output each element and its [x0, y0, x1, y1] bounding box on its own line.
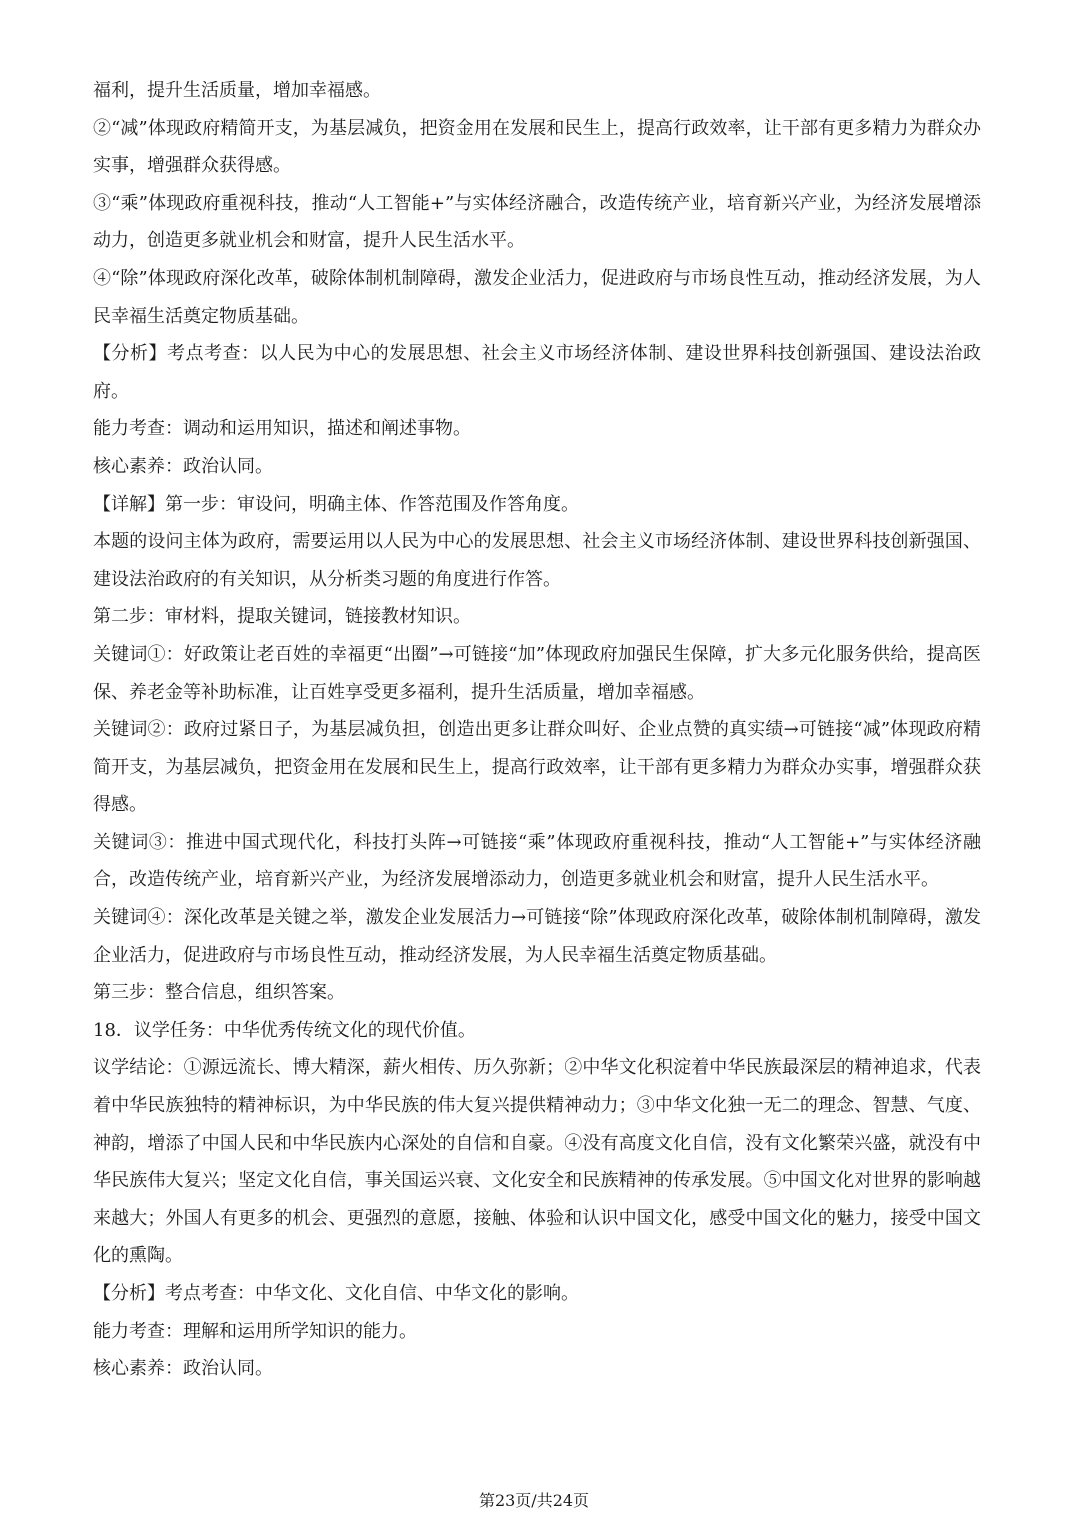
- paragraph: ③“乘”体现政府重视科技，推动“人工智能+”与实体经济融合，改造传统产业，培育新兴产业，为经济发展增添动力，创造更多就业机会和财富，提升人民生活水平。: [93, 192, 981, 252]
- paragraph: 福利，提升生活质量，增加幸福感。: [93, 80, 381, 101]
- detail-heading: 【详解】第一步：审设问，明确主体、作答范围及作答角度。: [93, 493, 579, 515]
- keyword-paragraph: 关键词①：好政策让老百姓的幸福更“出圈”→可链接“加”体现政府加强民生保障，扩大多元化服务供给，提高医保、养老金等补助标准，让百姓享受更多福利，提升生活质量，增加幸福感。: [93, 643, 981, 703]
- keyword-paragraph: 关键词④：深化改革是关键之举，激发企业发展活力→可链接“除”体现政府深化改革，破除体制机制障碍，激发企业活力，促进政府与市场良性互动，推动经济发展，为人民幸福生活奠定物质基础。: [93, 907, 981, 966]
- question-heading: 18．议学任务：中华优秀传统文化的现代价值。: [93, 1019, 476, 1041]
- paragraph: 议学结论：①源远流长、博大精深，薪火相传、历久弥新；②中华文化积淀着中华民族最深层的精神追求，代表着中华民族独特的精神标识，为中华民族的伟大复兴提供精神动力；③中华文化独一无二的理念、智慧、气度、神韵，增添了中国人民和中华民族内心深处的自信和自豪。④没有高度文化自信，没有文化繁荣兴盛，就没有中华民族伟大复兴；坚定文化自信，事关国运兴衰、文化安全和民族精神的传承发展。⑤中国文化对世界的影响越来越大；外国人有更多的机会、更强烈的意愿，接触、体验和认识中国文化，感受中国文化的魅力，接受中国文化的熏陶。: [93, 1057, 981, 1267]
- page-body: [93, 72, 981, 1388]
- paragraph: 能力考查：理解和运用所学知识的能力。: [93, 1320, 417, 1342]
- analysis-heading: 【分析】考点考查：中华文化、文化自信、中华文化的影响。: [93, 1283, 579, 1304]
- paragraph: 本题的设问主体为政府，需要运用以人民为中心的发展思想、社会主义市场经济体制、建设世界科技创新强国、建设法治政府的有关知识，从分析类习题的角度进行作答。: [93, 531, 981, 590]
- paragraph: 第三步：整合信息，组织答案。: [93, 982, 345, 1004]
- paragraph: 核心素养：政治认同。: [93, 455, 273, 477]
- page-number: 第23页/共24页: [478, 1491, 590, 1510]
- paragraph: ②“减”体现政府精简开支，为基层减负，把资金用在发展和民生上，提高行政效率，让干部有更多精力为群众办实事，增强群众获得感。: [93, 117, 981, 177]
- keyword-paragraph: 关键词②：政府过紧日子，为基层减负担，创造出更多让群众叫好、企业点赞的真实绩→可链接“减”体现政府精简开支，为基层减负，把资金用在发展和民生上，提高行政效率，让干部有更多精力为群众办实事，增强群众获得感。: [93, 719, 981, 816]
- paragraph: ④“除”体现政府深化改革，破除体制机制障碍，激发企业活力，促进政府与市场良性互动，推动经济发展，为人民幸福生活奠定物质基础。: [93, 267, 981, 327]
- keyword-paragraph: 关键词③：推进中国式现代化，科技打头阵→可链接“乘”体现政府重视科技，推动“人工智能+”与实体经济融合，改造传统产业，培育新兴产业，为经济发展增添动力，创造更多就业机会和财富，提升人民生活水平。: [93, 831, 981, 891]
- analysis-heading: 【分析】考点考查：以人民为中心的发展思想、社会主义市场经济体制、建设世界科技创新强国、建设法治政府。: [93, 343, 981, 402]
- paragraph: 能力考查：调动和运用知识，描述和阐述事物。: [93, 418, 471, 440]
- paragraph: 第二步：审材料，提取关键词，链接教材知识。: [93, 606, 471, 628]
- paragraph: 核心素养：政治认同。: [93, 1358, 273, 1380]
